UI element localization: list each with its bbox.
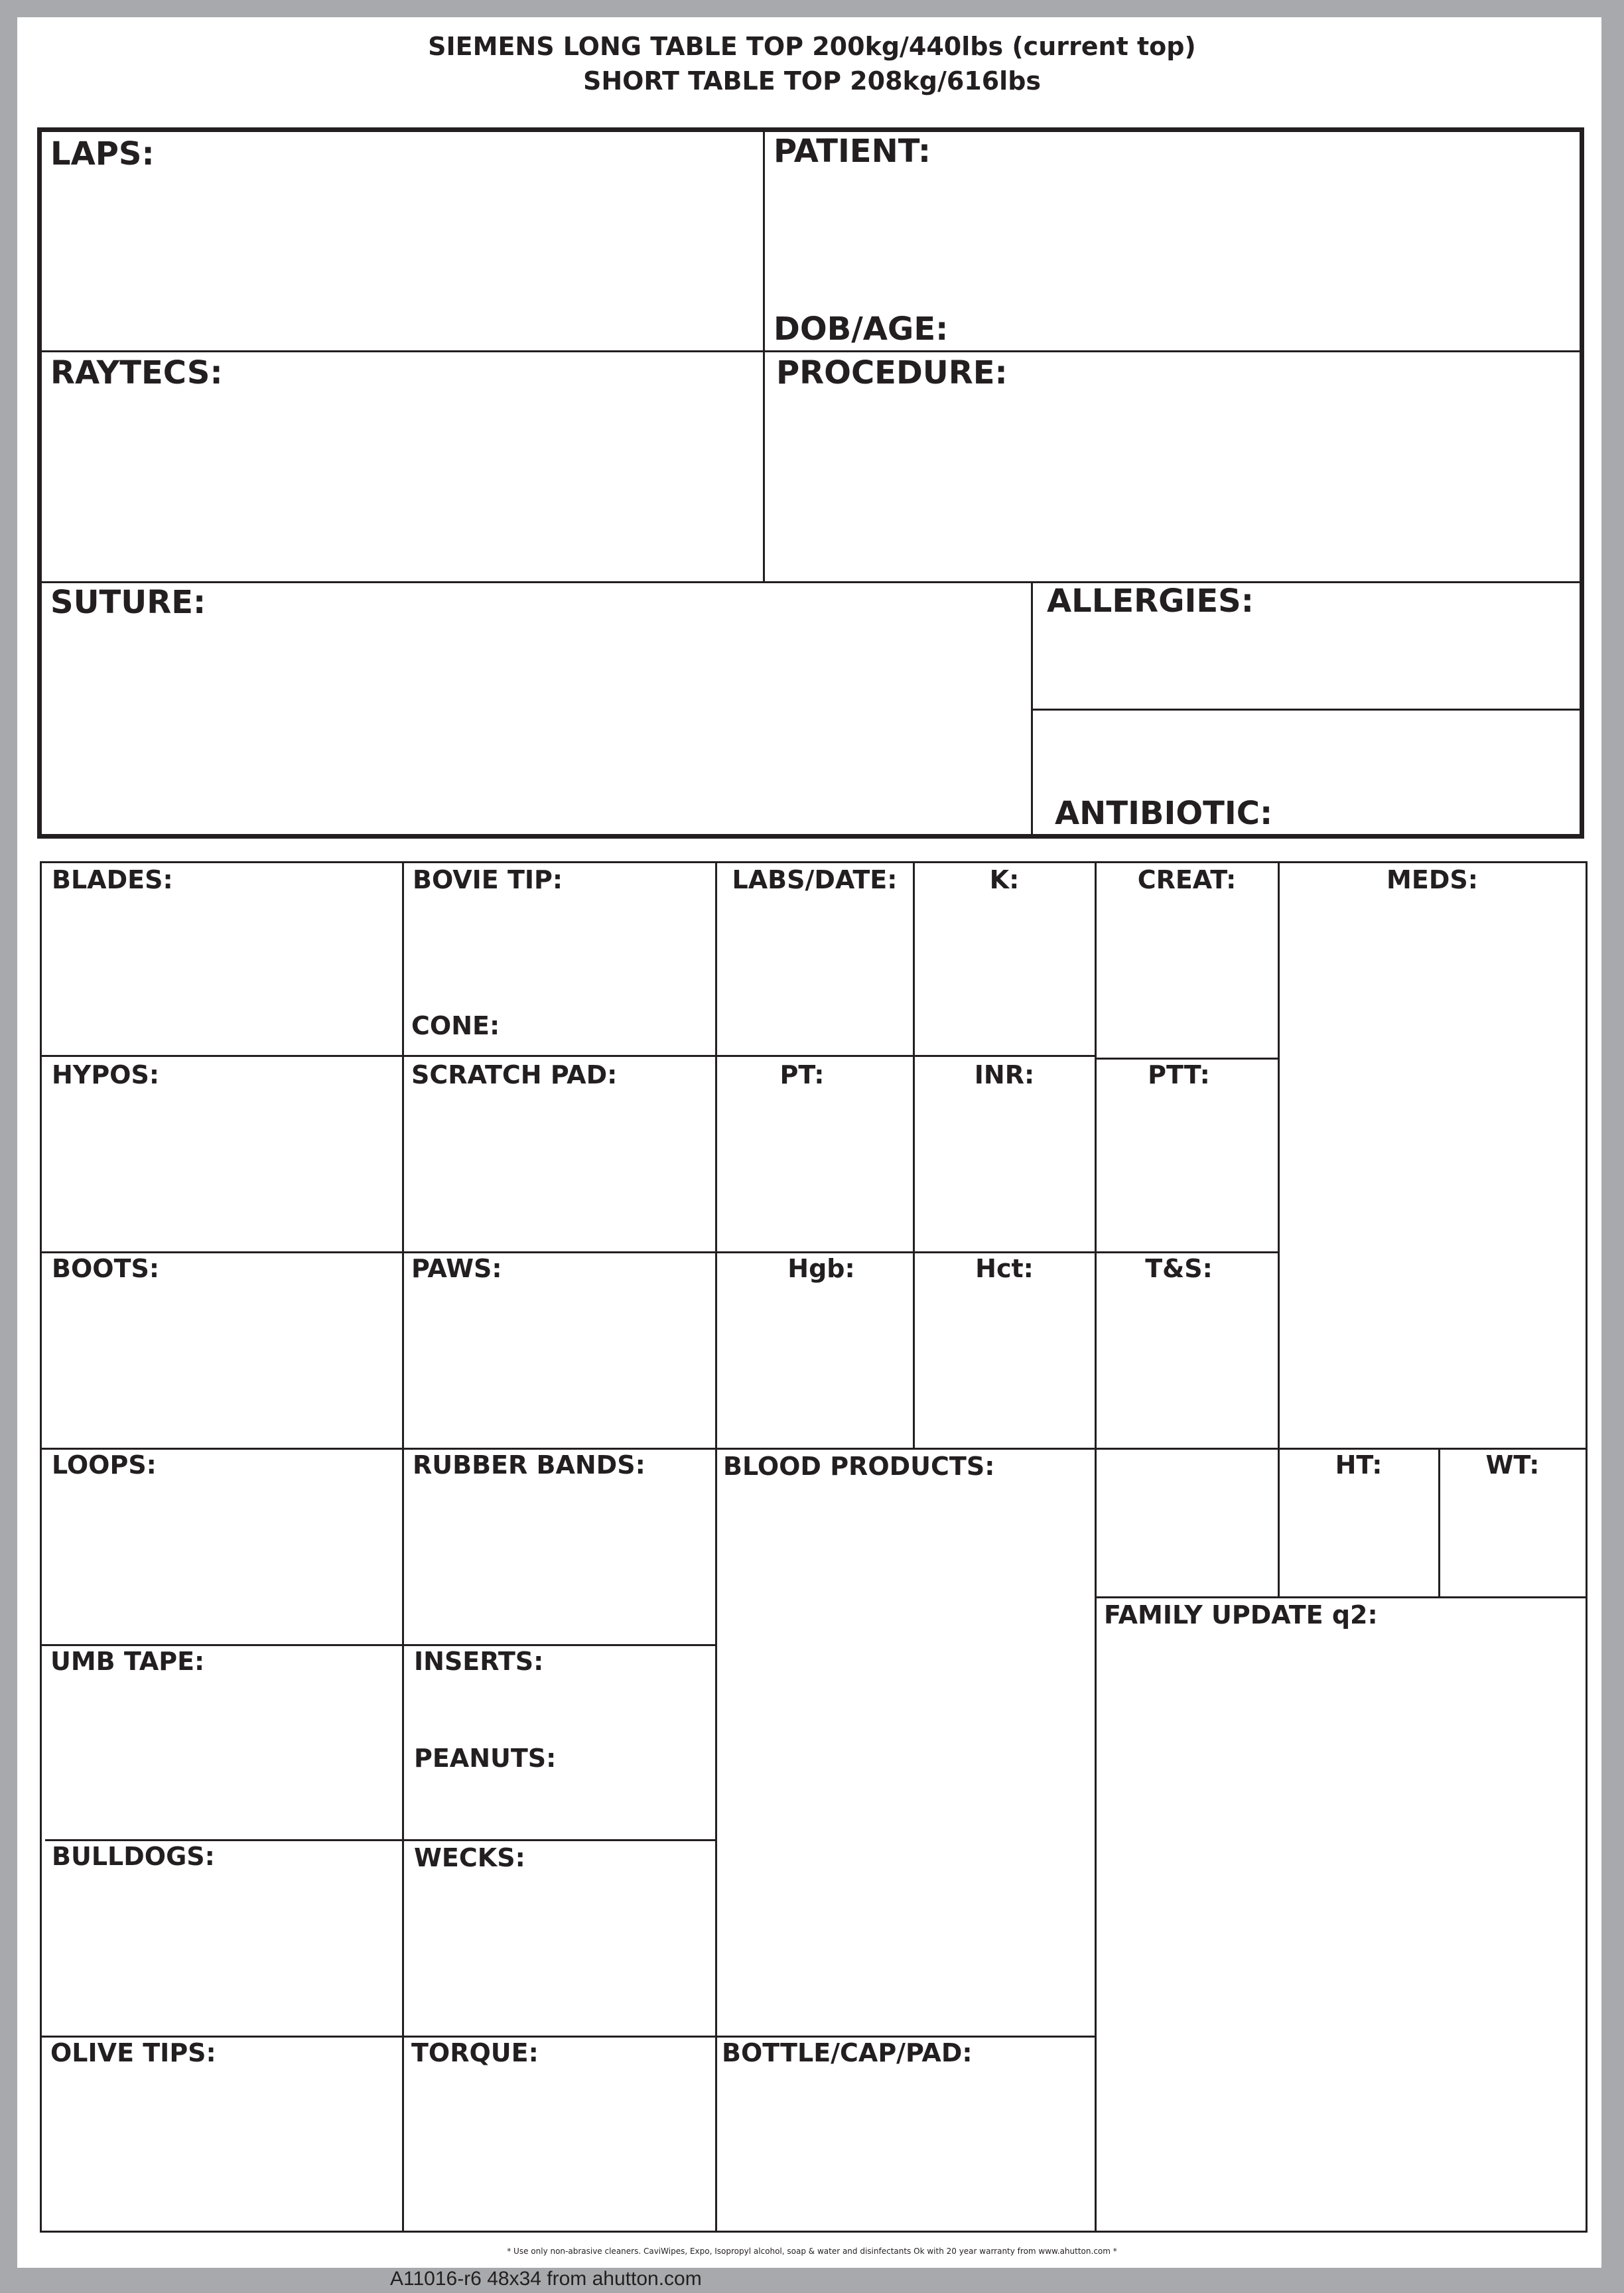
family-update-label: FAMILY UPDATE q2: bbox=[1104, 1600, 1378, 1630]
scratch-pad-label: SCRATCH PAD: bbox=[411, 1060, 618, 1089]
grid-col-line-1 bbox=[402, 863, 404, 2231]
allergies-divider bbox=[1032, 709, 1582, 711]
allergies-label: ALLERGIES: bbox=[1047, 583, 1254, 620]
boots-label: BOOTS: bbox=[52, 1254, 160, 1283]
grid-col-line-5 bbox=[1278, 863, 1280, 1598]
top-form-row-line-1 bbox=[40, 350, 1582, 352]
inserts-label: INSERTS: bbox=[414, 1647, 544, 1676]
hct-label: Hct: bbox=[975, 1254, 1034, 1283]
inr-label: INR: bbox=[974, 1060, 1035, 1089]
hgb-label: Hgb: bbox=[787, 1254, 855, 1283]
wecks-label: WECKS: bbox=[414, 1843, 525, 1872]
grid-row-line-3 bbox=[41, 1448, 1586, 1450]
bovie-tip-label: BOVIE TIP: bbox=[413, 865, 563, 894]
olive-tips-label: OLIVE TIPS: bbox=[50, 2038, 216, 2067]
laps-label: LAPS: bbox=[50, 135, 155, 173]
header-line-2: SHORT TABLE TOP 208kg/616lbs bbox=[582, 66, 1042, 96]
blades-label: BLADES: bbox=[52, 865, 173, 894]
ts-label: T&S: bbox=[1145, 1254, 1213, 1283]
cone-label: CONE: bbox=[411, 1011, 500, 1040]
raytecs-label: RAYTECS: bbox=[50, 354, 223, 391]
bottle-cap-pad-label: BOTTLE/CAP/PAD: bbox=[722, 2038, 973, 2067]
dob-age-label: DOB/AGE: bbox=[774, 311, 949, 348]
pt-label: PT: bbox=[779, 1060, 825, 1089]
suture-label: SUTURE: bbox=[50, 584, 206, 621]
ht-label: HT: bbox=[1335, 1450, 1383, 1480]
patient-label: PATIENT: bbox=[774, 133, 931, 170]
wt-label: WT: bbox=[1485, 1450, 1540, 1480]
product-code-footer: A11016-r6 48x34 from ahutton.com bbox=[390, 2268, 702, 2290]
care-footnote: * Use only non-abrasive cleaners. CaviWipes, Expo, Isopropyl alcohol, soap & water and disinfectants Ok with 20 year warranty from www.ahutton.com * bbox=[507, 2247, 1117, 2256]
meds-label: MEDS: bbox=[1387, 865, 1478, 894]
rubber-bands-label: RUBBER BANDS: bbox=[413, 1450, 645, 1480]
grid-row-line-5 bbox=[45, 1839, 716, 1841]
antibiotic-label: ANTIBIOTIC: bbox=[1055, 795, 1273, 832]
grid-row-line-1 bbox=[41, 1055, 1096, 1057]
umb-tape-label: UMB TAPE: bbox=[50, 1647, 205, 1676]
labs-date-label: LABS/DATE: bbox=[732, 865, 898, 894]
header-line-1: SIEMENS LONG TABLE TOP 200kg/440lbs (current top) bbox=[428, 32, 1196, 61]
top-form-row-line-2 bbox=[40, 581, 1582, 583]
loops-label: LOOPS: bbox=[52, 1450, 157, 1480]
hypos-label: HYPOS: bbox=[52, 1060, 160, 1089]
grid-row-line-4 bbox=[41, 1644, 716, 1646]
k-label: K: bbox=[989, 865, 1020, 894]
procedure-label: PROCEDURE: bbox=[776, 354, 1008, 391]
paws-label: PAWS: bbox=[411, 1254, 502, 1283]
grid-row-line-6 bbox=[41, 2036, 1096, 2038]
ptt-label: PTT: bbox=[1148, 1060, 1210, 1089]
top-form-frame bbox=[37, 127, 1584, 839]
grid-row-line-2 bbox=[41, 1251, 1279, 1253]
top-form-divider-1 bbox=[763, 129, 765, 583]
grid-row-line-1b bbox=[1096, 1058, 1279, 1060]
torque-label: TORQUE: bbox=[411, 2038, 539, 2067]
grid-col-line-3 bbox=[913, 863, 915, 1449]
bulldogs-label: BULLDOGS: bbox=[52, 1842, 215, 1871]
creat-label: CREAT: bbox=[1137, 865, 1237, 894]
grid-row-line-4b bbox=[1096, 1596, 1586, 1598]
blood-products-label: BLOOD PRODUCTS: bbox=[723, 1452, 995, 1481]
peanuts-label: PEANUTS: bbox=[414, 1744, 557, 1773]
